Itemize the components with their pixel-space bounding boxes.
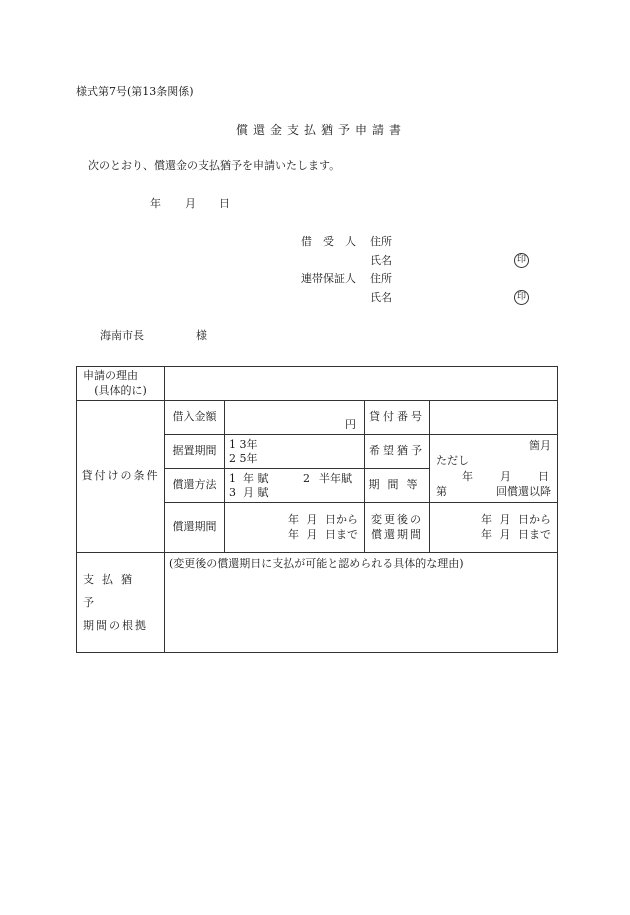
loan-number-label: 貸付番号 [365,401,430,435]
basis-label-2: 期間の根拠 [83,619,148,633]
repayment-period-cell[interactable] [225,503,365,553]
installment-row [436,484,551,499]
however-text: ただし [436,454,469,468]
period-label: 期間等 [365,469,430,503]
basis-label-1: 支払猶予 [83,572,140,609]
repayment-method-options-cell [225,469,365,503]
yen-unit: 円 [345,417,356,431]
months-unit: 箇月 [529,438,551,452]
changed-period-label-1: 変更後の [371,512,423,526]
date-month-label: 月 [185,197,196,210]
changed-to: 年 月 日まで [481,527,551,541]
repayment-method-row-2: 3 月 賦 [229,485,269,499]
reason-input-cell[interactable] [165,367,558,401]
intro-text: 次のとおり、償還金の支払猶予を申請いたします。 [88,159,341,172]
loan-number-cell[interactable] [430,401,558,435]
reason-label-cell [77,367,165,401]
reason-label: 申請の理由 [83,369,138,383]
basis-note: (変更後の償還期日に支払が可能と認められる具体的な理由) [169,557,464,570]
requested-deferment-label: 希望猶予 [365,435,430,469]
basis-label-cell [77,553,165,653]
requested-month-label: 月 [500,469,511,483]
requested-deferment-cell[interactable] [430,435,558,503]
deferment-options-cell [225,435,365,469]
requested-day-label: 日 [538,469,549,483]
changed-period-cell[interactable] [430,503,558,553]
installment-suffix: 回償還以降 [496,484,551,498]
form-number: 様式第7号(第13条関係) [76,85,194,98]
borrower-seal-icon: 印 [514,253,529,268]
date-day-label: 日 [219,197,230,210]
date-year-label: 年 [150,197,161,210]
repayment-method-row-1: 1 年 賦 2 半年賦 [229,471,352,485]
guarantor-seal-icon: 印 [514,290,529,305]
changed-period-label-2: 償還期間 [371,527,423,541]
reason-sublabel: (具体的に) [94,383,147,397]
repayment-to: 年 月 日まで [288,527,358,541]
requested-date-row [436,469,551,484]
changed-from: 年 月 日から [481,512,551,526]
deferment-option-2: 2 5年 [229,451,258,465]
repayment-from: 年 月 日から [288,512,358,526]
repayment-method-label: 償還方法 [165,469,225,503]
borrowed-amount-cell[interactable] [225,401,365,435]
changed-period-label [365,503,430,553]
guarantor-name-label: 氏名 [370,291,392,304]
guarantor-address-label: 住所 [370,272,392,285]
loan-conditions-label: 貸付けの条件 [77,401,165,553]
borrowed-amount-label: 借入金額 [165,401,225,435]
deferment-option-1: 1 3年 [229,437,258,451]
basis-input-cell[interactable] [165,553,558,653]
borrower-name-label: 氏名 [370,254,392,267]
addressee-name: 海南市長 [100,329,144,342]
application-table [76,366,558,653]
repayment-period-label: 償還期間 [165,503,225,553]
deferment-period-label: 据置期間 [165,435,225,469]
addressee-honorific: 様 [196,329,207,342]
guarantor-label: 連帯保証人 [301,272,356,285]
borrower-address-label: 住所 [370,235,392,248]
installment-prefix: 第 [436,484,447,498]
borrower-label: 借受人 [301,235,367,248]
requested-year-label: 年 [462,469,473,483]
form-title: 償還金支払猶予申請書 [236,123,407,137]
